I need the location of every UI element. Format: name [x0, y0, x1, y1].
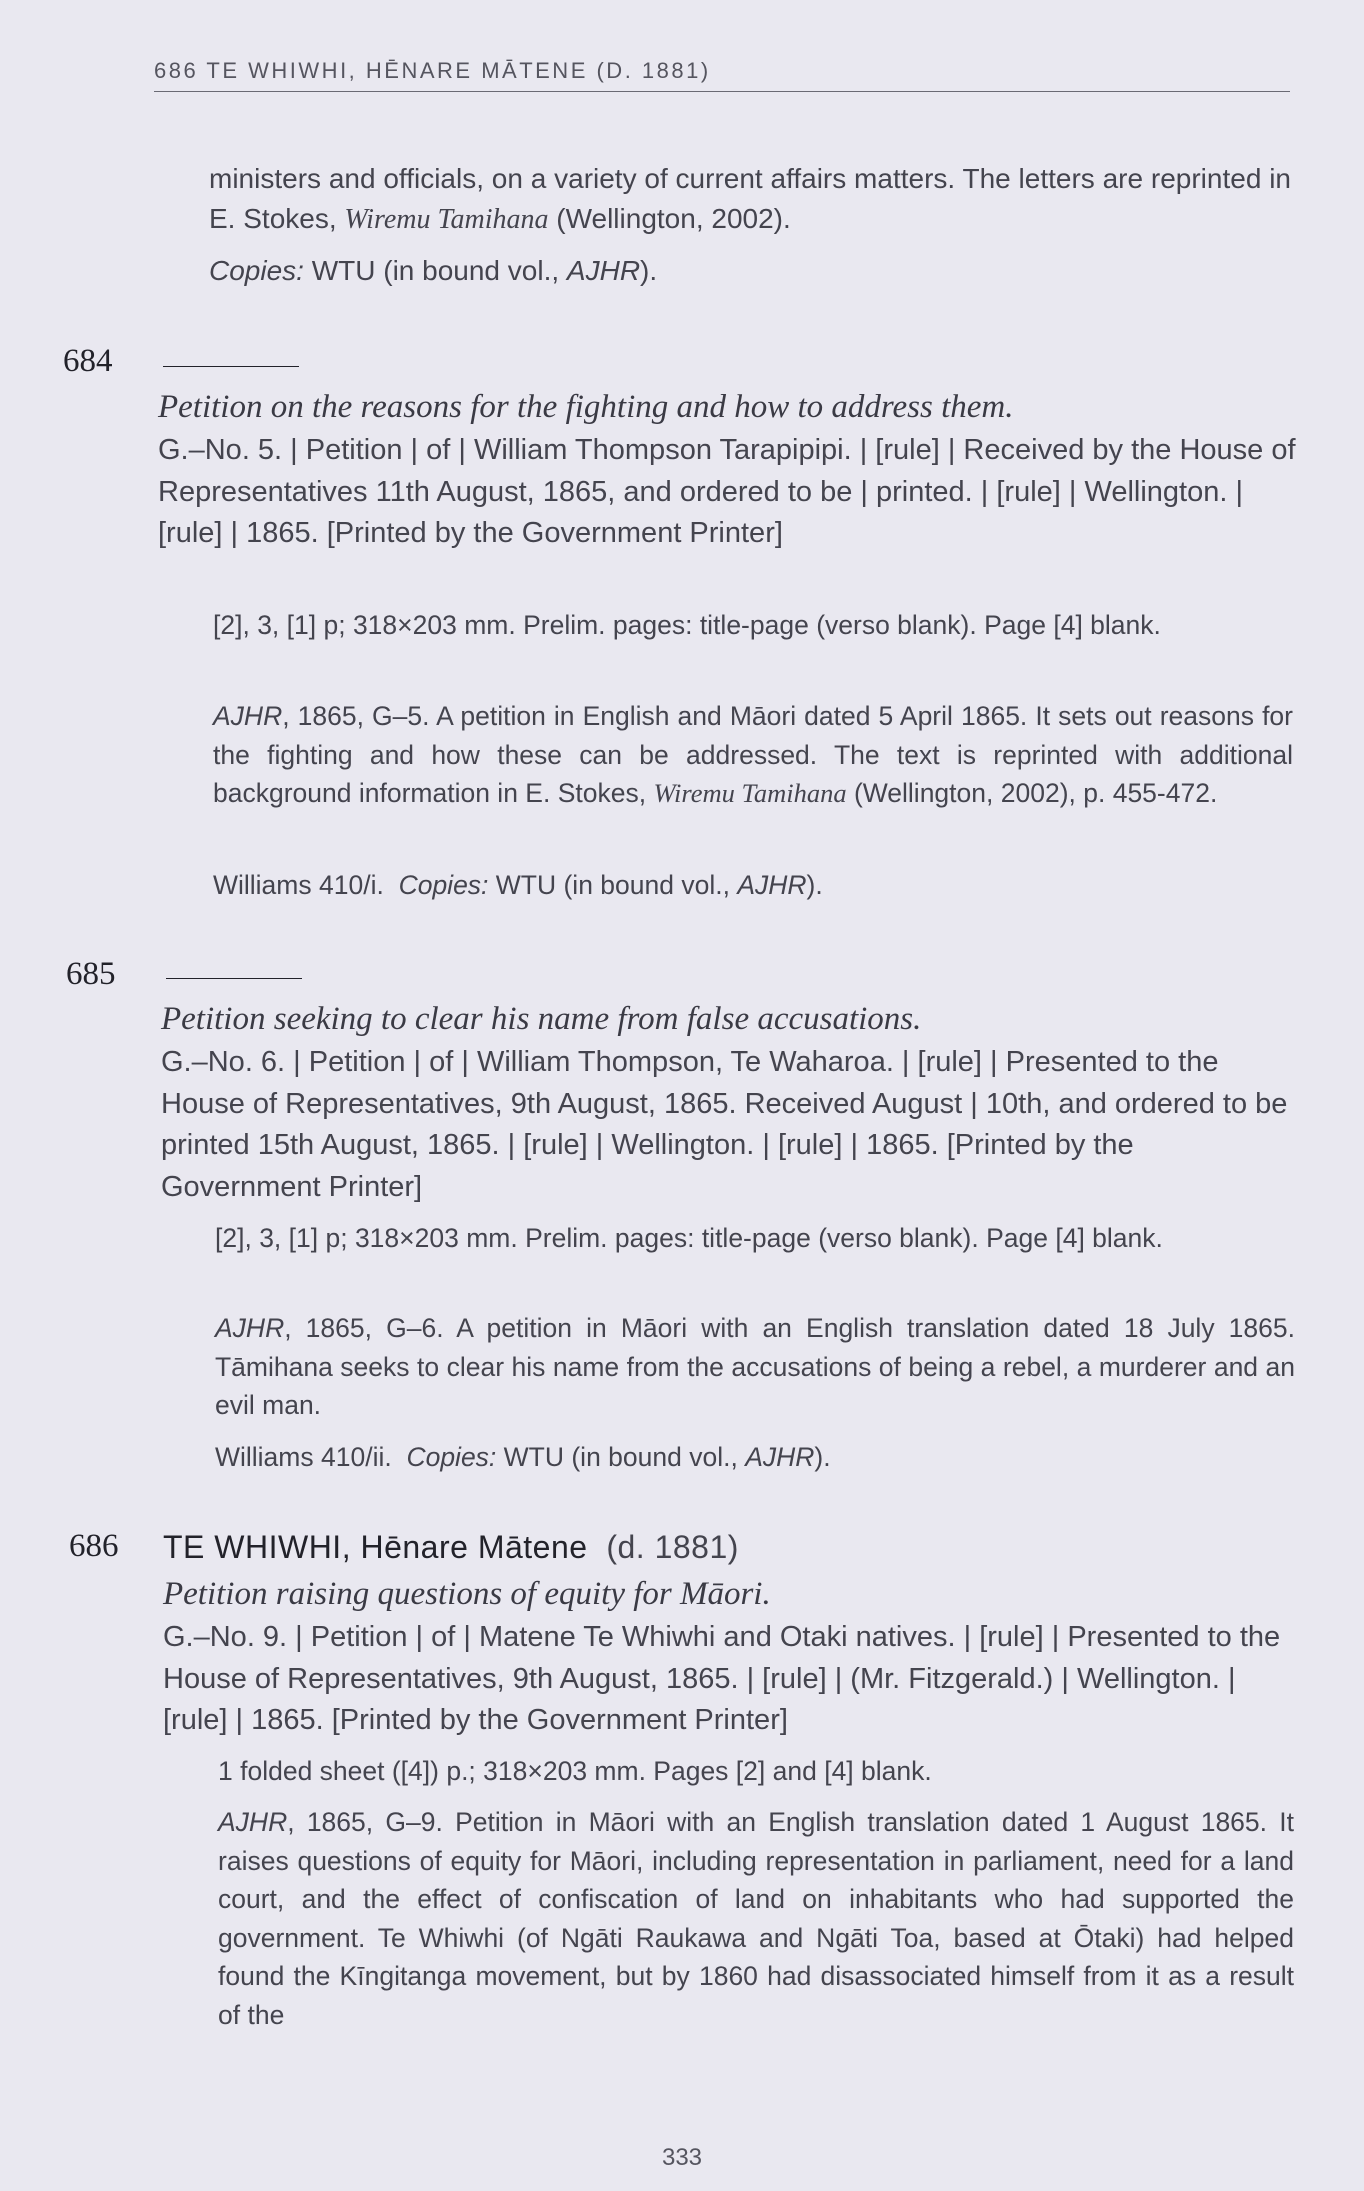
copies-end: ).: [640, 255, 658, 286]
note-text: , 1865, G–5. A petition in English and Māori dated 5 April 1865. It sets out reasons for the fighting and how these can be addressed. The text is reprinted with additional background information in E. Stokes,: [213, 701, 1293, 808]
entry-reference: [213, 866, 1293, 905]
copies-italic: AJHR: [737, 870, 807, 900]
continuation-italic: Wiremu Tamihana: [344, 204, 549, 235]
note-italic: AJHR: [215, 1313, 285, 1343]
note-text: , 1865, G–9. Petition in Māori with an English translation dated 1 August 1865. It raises questions of equity for Māori, including representation in parliament, need for a land court, and the effect of confiscation of land on inhabitants who had supported the government. Te Whiwhi (of Ngāti Raukawa and Ngāti Toa, based at Ōtaki) had helped found the Kīngitanga movement, but by 1860 had disassociated himself from it as a result of the: [218, 1807, 1294, 2030]
continuation-text: ministers and officials, on a variety of current affairs matters. The letters are reprinted in E. Stokes,: [209, 163, 1291, 234]
author-heading: [163, 1529, 739, 1566]
entry-note: [218, 1803, 1294, 2034]
reference-text: Williams 410/i.: [213, 870, 384, 900]
entry-number: 686: [69, 1528, 119, 1564]
copies-text: WTU (in bound vol.,: [303, 255, 567, 286]
copies-text: WTU (in bound vol.,: [488, 870, 738, 900]
running-head: 686 TE WHIWHI, HĒNARE MĀTENE (D. 1881): [154, 58, 711, 83]
entry-number: 684: [63, 343, 113, 379]
copies-italic: AJHR: [745, 1442, 815, 1472]
entry-reference: [215, 1438, 1295, 1477]
continuation-paragraph: [209, 159, 1291, 240]
entry-imprint: G.–No. 6. | Petition | of | William Thompson, Te Waharoa. | [rule] | Presented to the House of Representatives, 9th August, 1865. Received August | 10th, and ordered to be printed 15th August, 1865. | [rule] | Wellington. | [rule] | 1865. [Printed by the Government Printer]: [161, 1046, 1288, 1203]
note-text: , 1865, G–6. A petition in Māori with an English translation dated 18 July 1865. Tāmihana seeks to clear his name from the accusations of being a rebel, a murderer and an evil man.: [215, 1313, 1295, 1420]
copies-label: Copies:: [209, 255, 304, 286]
author-repeat-rule: [163, 366, 299, 367]
entry-imprint: G.–No. 5. | Petition | of | William Thompson Tarapipipi. | [rule] | Received by the House of Representatives 11th August, 1865, and ordered to be | printed. | [rule] | Wellington. | [rule] | 1865. [Printed by the Government Printer]: [158, 434, 1296, 549]
author-repeat-rule: [166, 978, 302, 979]
copies-label: Copies:: [406, 1442, 497, 1472]
copies-label: Copies:: [398, 870, 489, 900]
copies-text: WTU (in bound vol.,: [496, 1442, 746, 1472]
continuation-text-end: (Wellington, 2002).: [548, 203, 791, 234]
copies-end: ).: [814, 1442, 831, 1472]
note-italic-2: Wiremu Tamihana: [653, 778, 847, 808]
entry-imprint: G.–No. 9. | Petition | of | Matene Te Whiwhi and Otaki natives. | [rule] | Presented to the House of Representatives, 9th August, 1865. | [rule] | (Mr. Fitzgerald.) | Wellington. | [rule] | 1865. [Printed by the Government Printer]: [163, 1621, 1281, 1736]
note-italic: AJHR: [218, 1807, 288, 1837]
entry-note: [213, 697, 1293, 813]
page-number: 333: [661, 2144, 703, 2171]
author-dates: (d. 1881): [606, 1529, 739, 1565]
entry-collation: [2], 3, [1] p; 318×203 mm. Prelim. pages: title-page (verso blank). Page [4] blank.: [213, 610, 1161, 640]
author-name: TE WHIWHI, Hēnare Mātene: [163, 1529, 588, 1565]
note-end: (Wellington, 2002), p. 455-472.: [846, 778, 1218, 808]
copies-italic: AJHR: [566, 255, 641, 286]
copies-end: ).: [806, 870, 823, 900]
entry-collation: [2], 3, [1] p; 318×203 mm. Prelim. pages: title-page (verso blank). Page [4] blank.: [215, 1223, 1163, 1253]
reference-text: Williams 410/ii.: [215, 1442, 392, 1472]
entry-title: Petition on the reasons for the fighting and how to address them.: [158, 389, 1014, 425]
note-italic: AJHR: [213, 701, 283, 731]
entry-title: Petition raising questions of equity for Māori.: [163, 1576, 771, 1612]
continuation-copies: [209, 251, 1291, 291]
entry-number: 685: [66, 956, 116, 992]
entry-title: Petition seeking to clear his name from false accusations.: [161, 1001, 922, 1037]
entry-note: [215, 1309, 1295, 1425]
entry-collation: 1 folded sheet ([4]) p.; 318×203 mm. Pages [2] and [4] blank.: [218, 1756, 932, 1786]
header-rule: [154, 91, 1290, 92]
